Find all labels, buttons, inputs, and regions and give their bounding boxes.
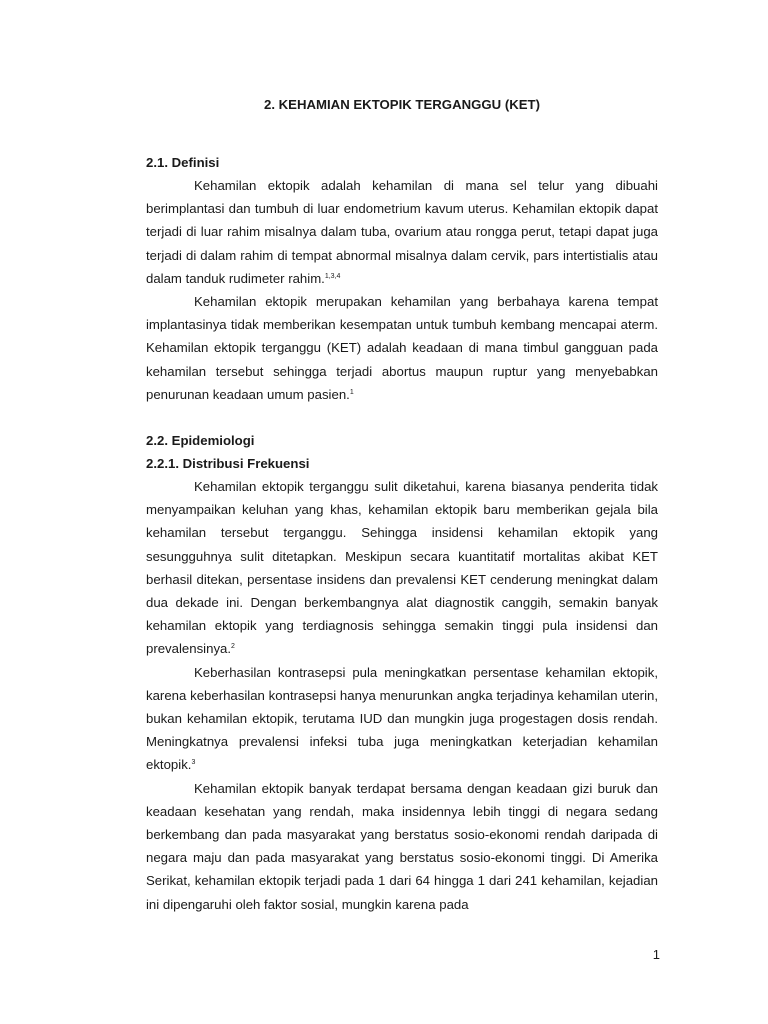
citation-ref: 1,3,4	[324, 272, 341, 280]
paragraph-text: Kehamilan ektopik merupakan kehamilan yang berbahaya karena tempat implantasinya tidak memberikan kesempatan untuk tumbuh kembang mencapai aterm. Kehamilan ektopik terganggu (KET) adalah keadaan di mana timbul gangguan pada kehamilan tersebut sehingga terjadi abortus maupun ruptur yang menyebabkan penurunan keadaan umum pasien.	[146, 294, 658, 402]
paragraph-epidemiologi-2	[146, 661, 658, 777]
section-heading-epidemiologi: 2.2. Epidemiologi	[146, 433, 255, 449]
paragraph-definisi-1	[146, 174, 658, 290]
paragraph-text: Kehamilan ektopik banyak terdapat bersama dengan keadaan gizi buruk dan keadaan kesehatan yang rendah, maka insidennya lebih tinggi di negara sedang berkembang dan pada masyarakat yang berstatus sosio-ekonomi rendah daripada di negara maju dan pada masyarakat yang berstatus sosio-ekonomi tinggi. Di Amerika Serikat, kehamilan ektopik terjadi pada 1 dari 64 hingga 1 dari 241 kehamilan, kejadian ini dipengaruhi oleh faktor sosial, mungkin karena pada	[146, 780, 658, 912]
citation-ref: 3	[191, 759, 196, 767]
section-heading-definisi: 2.1. Definisi	[146, 155, 220, 170]
paragraph-epidemiologi-3	[146, 777, 658, 916]
page-number: 1	[652, 947, 660, 962]
document-body	[146, 96, 658, 916]
document-title: 2. KEHAMIAN EKTOPIK TERGANGGU (KET)	[264, 97, 540, 112]
paragraph-text: Kehamilan ektopik adalah kehamilan di mana sel telur yang dibuahi berimplantasi dan tumbuh di luar endometrium kavum uterus. Kehamilan ektopik dapat terjadi di luar rahim misalnya dalam tuba, ovarium atau rongga perut, tetapi dapat juga terjadi di dalam rahim di tempat abnormal misalnya dalam cervik, pars intertistialis atau dalam tanduk rudimeter rahim.	[146, 178, 658, 286]
paragraph-definisi-2	[146, 290, 658, 406]
paragraph-text: Keberhasilan kontrasepsi pula meningkatkan persentase kehamilan ektopik, karena keberhasilan kontrasepsi hanya menurunkan angka terjadinya kehamilan uterin, bukan kehamilan ektopik, terutama IUD dan mungkin juga progestagen dosis rendah. Meningkatnya prevalensi infeksi tuba juga meningkatkan keterjadian kehamilan ektopik.	[146, 664, 658, 773]
citation-ref: 1	[349, 388, 354, 396]
paragraph-epidemiologi-1	[146, 475, 658, 661]
citation-ref: 2	[231, 643, 235, 651]
paragraph-text: Kehamilan ektopik terganggu sulit diketahui, karena biasanya penderita tidak menyampaikan keluhan yang khas, kehamilan ektopik baru memberikan gejala bila kehamilan tersebut terganggu. Sehingga insidensi kehamilan ektopik yang sesungguhnya sulit ditetapkan. Meskipun secara kuantitatif mortalitas akibat KET berhasil ditekan, persentase insidens dan prevalensi KET cenderung meningkat dalam dua dekade ini. Dengan berkembangnya alat diagnostik canggih, semakin banyak kehamilan ektopik yang terdiagnosis sehingga semakin tinggi pula insidensi dan prevalensinya.	[146, 479, 658, 657]
subsection-heading-distribusi: 2.2.1. Distribusi Frekuensi	[146, 456, 310, 472]
